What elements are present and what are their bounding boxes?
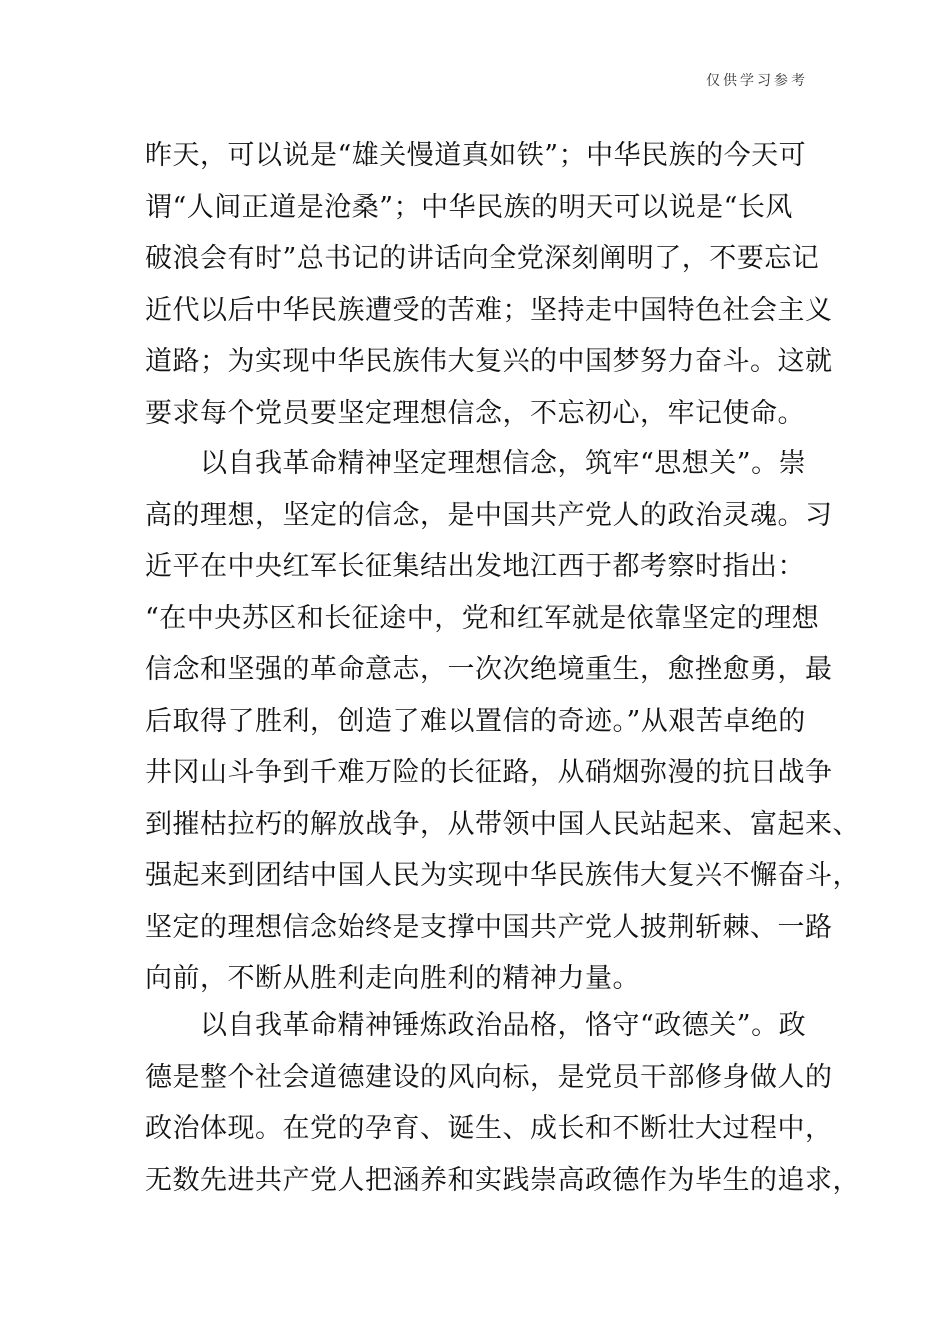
text-line: 要求每个党员要坚定理想信念，不忘初心，牢记使命。	[145, 397, 805, 429]
text-line: 以自我革命精神锤炼政治品格，恪守“政德关”。政	[145, 1010, 807, 1041]
text-line: 井冈山斗争到千难万险的长征路，从硝烟弥漫的抗日战争	[145, 757, 833, 788]
text-line: “在中央苏区和长征途中，党和红军就是依靠坚定的理想	[145, 602, 820, 634]
header-note: 仅供学习参考	[706, 73, 808, 89]
text-line: 昨天，可以说是“雄关慢道真如铁”；中华民族的今天可	[145, 140, 807, 171]
text-line: 德是整个社会道德建设的风向标，是党员干部修身做人的	[145, 1061, 833, 1093]
text-line: 谓“人间正道是沧桑”；中华民族的明天可以说是“长风	[145, 191, 793, 223]
text-line: 破浪会有时”总书记的讲话向全党深刻阐明了，不要忘记	[145, 243, 820, 274]
text-line: 近平在中央红军长征集结出发地江西于都考察时指出：	[145, 551, 805, 582]
text-line: 以自我革命精神坚定理想信念，筑牢“思想关”。崇	[145, 448, 807, 479]
text-line: 政治体现。在党的孕育、诞生、成长和不断壮大过程中，	[145, 1113, 833, 1144]
text-line: 无数先进共产党人把涵养和实践崇高政德作为毕生的追求，	[145, 1164, 860, 1196]
paragraph	[145, 1000, 860, 1206]
text-line: 后取得了胜利，创造了难以置信的奇迹。”从艰苦卓绝的	[145, 705, 806, 737]
text-line: 坚定的理想信念始终是支撑中国共产党人披荆斩棘、一路	[145, 911, 833, 943]
paragraph	[145, 438, 860, 1005]
text-line: 道路；为实现中华民族伟大复兴的中国梦努力奋斗。这就	[145, 346, 833, 377]
paragraph	[145, 130, 835, 439]
text-line: 高的理想，坚定的信念，是中国共产党人的政治灵魂。习	[145, 499, 833, 531]
text-line: 到摧枯拉朽的解放战争，从带领中国人民站起来、富起来、	[145, 808, 860, 840]
text-line: 信念和坚强的革命意志，一次次绝境重生，愈挫愈勇，最	[145, 654, 833, 685]
text-line: 向前，不断从胜利走向胜利的精神力量。	[145, 963, 640, 994]
text-line: 强起来到团结中国人民为实现中华民族伟大复兴不懈奋斗，	[145, 860, 860, 891]
text-line: 近代以后中华民族遭受的苦难；坚持走中国特色社会主义	[145, 294, 833, 326]
